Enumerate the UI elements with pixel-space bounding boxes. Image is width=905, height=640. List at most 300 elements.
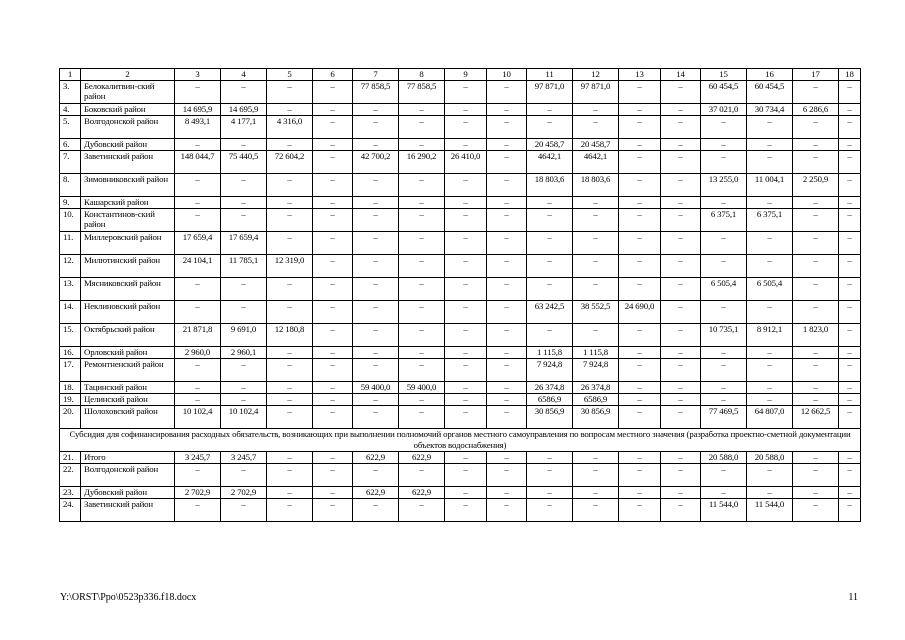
value-cell: – <box>313 301 353 324</box>
value-cell: – <box>747 116 793 139</box>
table-row <box>60 301 861 324</box>
table-row <box>60 255 861 278</box>
value-cell: – <box>487 209 527 232</box>
value-cell: – <box>221 301 267 324</box>
row-number: 22. <box>60 464 81 487</box>
value-cell: – <box>701 359 747 382</box>
value-cell: – <box>313 81 353 104</box>
district-name: Заветинский район <box>81 499 175 522</box>
value-cell: 622,9 <box>399 452 445 464</box>
value-cell: – <box>353 174 399 197</box>
value-cell: – <box>661 255 701 278</box>
value-cell: 37 021,0 <box>701 104 747 116</box>
value-cell: – <box>175 209 221 232</box>
value-cell: – <box>175 382 221 394</box>
value-cell: – <box>793 301 839 324</box>
value-cell: – <box>313 487 353 499</box>
district-name: Волгодонской район <box>81 464 175 487</box>
row-number: 16. <box>60 347 81 359</box>
row-number: 23. <box>60 487 81 499</box>
value-cell: – <box>701 394 747 406</box>
district-name: Боковский район <box>81 104 175 116</box>
value-cell: – <box>793 359 839 382</box>
value-cell: – <box>221 464 267 487</box>
value-cell: – <box>619 499 661 522</box>
value-cell: – <box>619 382 661 394</box>
value-cell: 4 177,1 <box>221 116 267 139</box>
column-number: 11 <box>527 69 573 81</box>
value-cell: – <box>619 324 661 347</box>
value-cell: 18 803,6 <box>573 174 619 197</box>
value-cell: – <box>313 499 353 522</box>
value-cell: – <box>445 406 487 429</box>
value-cell: – <box>573 487 619 499</box>
column-number: 12 <box>573 69 619 81</box>
value-cell: – <box>839 347 861 359</box>
value-cell: 26 374,8 <box>527 382 573 394</box>
value-cell: 11 004,1 <box>747 174 793 197</box>
district-name: Целинский район <box>81 394 175 406</box>
district-name: Зимовниковский район <box>81 174 175 197</box>
value-cell: – <box>527 116 573 139</box>
value-cell: – <box>445 347 487 359</box>
value-cell: 11 544,0 <box>701 499 747 522</box>
value-cell: 14 695,9 <box>221 104 267 116</box>
value-cell: – <box>839 487 861 499</box>
value-cell: – <box>487 452 527 464</box>
value-cell: – <box>793 209 839 232</box>
district-name: Константинов-ский район <box>81 209 175 232</box>
value-cell: – <box>399 209 445 232</box>
value-cell: – <box>399 197 445 209</box>
value-cell: – <box>793 255 839 278</box>
value-cell: 3 245,7 <box>221 452 267 464</box>
value-cell: – <box>399 359 445 382</box>
value-cell: – <box>661 487 701 499</box>
value-cell: 622,9 <box>353 487 399 499</box>
value-cell: – <box>839 394 861 406</box>
table-row <box>60 104 861 116</box>
table-row <box>60 278 861 301</box>
row-number: 17. <box>60 359 81 382</box>
value-cell: 30 734,4 <box>747 104 793 116</box>
value-cell: – <box>267 232 313 255</box>
value-cell: – <box>353 499 399 522</box>
value-cell: – <box>313 174 353 197</box>
value-cell: – <box>399 278 445 301</box>
table-row <box>60 81 861 104</box>
value-cell: – <box>619 104 661 116</box>
value-cell: 4 316,0 <box>267 116 313 139</box>
table-row <box>60 347 861 359</box>
value-cell: – <box>445 174 487 197</box>
value-cell: – <box>747 139 793 151</box>
value-cell: – <box>399 394 445 406</box>
value-cell: – <box>619 255 661 278</box>
value-cell: – <box>793 116 839 139</box>
value-cell: – <box>221 139 267 151</box>
value-cell: – <box>661 301 701 324</box>
column-number: 17 <box>793 69 839 81</box>
district-name: Заветинский район <box>81 151 175 174</box>
value-cell: – <box>793 382 839 394</box>
value-cell: 7 924,8 <box>573 359 619 382</box>
value-cell: – <box>701 116 747 139</box>
value-cell: – <box>661 278 701 301</box>
column-number: 13 <box>619 69 661 81</box>
value-cell: – <box>661 81 701 104</box>
value-cell: – <box>619 406 661 429</box>
value-cell: 30 856,9 <box>573 406 619 429</box>
value-cell: – <box>353 278 399 301</box>
value-cell: 63 242,5 <box>527 301 573 324</box>
value-cell: – <box>793 278 839 301</box>
value-cell: – <box>619 278 661 301</box>
value-cell: – <box>661 464 701 487</box>
value-cell: – <box>747 301 793 324</box>
value-cell: – <box>487 301 527 324</box>
value-cell: – <box>487 487 527 499</box>
value-cell: – <box>399 406 445 429</box>
value-cell: – <box>399 174 445 197</box>
value-cell: – <box>267 174 313 197</box>
value-cell: – <box>661 209 701 232</box>
value-cell: 17 659,4 <box>221 232 267 255</box>
value-cell: – <box>793 464 839 487</box>
value-cell: – <box>313 209 353 232</box>
row-number: 12. <box>60 255 81 278</box>
value-cell: 38 552,5 <box>573 301 619 324</box>
value-cell: – <box>399 464 445 487</box>
value-cell: – <box>267 278 313 301</box>
value-cell: 20 588,0 <box>747 452 793 464</box>
value-cell: – <box>267 452 313 464</box>
value-cell: – <box>487 464 527 487</box>
value-cell: 42 700,2 <box>353 151 399 174</box>
column-number: 1 <box>60 69 81 81</box>
value-cell: – <box>793 139 839 151</box>
table-row <box>60 406 861 429</box>
value-cell: – <box>313 116 353 139</box>
value-cell: 21 871,8 <box>175 324 221 347</box>
value-cell: 24 104,1 <box>175 255 221 278</box>
value-cell: – <box>747 394 793 406</box>
district-name: Тацинский район <box>81 382 175 394</box>
value-cell: 17 659,4 <box>175 232 221 255</box>
value-cell: – <box>487 81 527 104</box>
row-number: 11. <box>60 232 81 255</box>
table-row <box>60 452 861 464</box>
value-cell: – <box>353 232 399 255</box>
value-cell: – <box>839 81 861 104</box>
value-cell: 622,9 <box>353 452 399 464</box>
value-cell: – <box>267 382 313 394</box>
column-number: 9 <box>445 69 487 81</box>
value-cell: – <box>619 197 661 209</box>
value-cell: – <box>353 394 399 406</box>
value-cell: – <box>445 278 487 301</box>
value-cell: – <box>573 197 619 209</box>
row-number: 19. <box>60 394 81 406</box>
value-cell: – <box>353 139 399 151</box>
value-cell: – <box>353 464 399 487</box>
district-name: Мясниковский район <box>81 278 175 301</box>
row-number: 8. <box>60 174 81 197</box>
value-cell: 9 691,0 <box>221 324 267 347</box>
value-cell: – <box>313 197 353 209</box>
value-cell: – <box>839 151 861 174</box>
value-cell: 622,9 <box>399 487 445 499</box>
district-name: Белокалитвин-ский район <box>81 81 175 104</box>
value-cell: – <box>793 81 839 104</box>
row-number: 9. <box>60 197 81 209</box>
value-cell: – <box>399 255 445 278</box>
value-cell: – <box>445 81 487 104</box>
value-cell: – <box>661 104 701 116</box>
value-cell: – <box>839 499 861 522</box>
value-cell: 10 102,4 <box>175 406 221 429</box>
value-cell: – <box>353 255 399 278</box>
value-cell: – <box>839 406 861 429</box>
value-cell: – <box>487 406 527 429</box>
value-cell: – <box>527 278 573 301</box>
value-cell: – <box>527 197 573 209</box>
value-cell: – <box>221 382 267 394</box>
value-cell: 72 604,2 <box>267 151 313 174</box>
value-cell: 6 375,1 <box>747 209 793 232</box>
value-cell: – <box>527 104 573 116</box>
value-cell: 26 374,8 <box>573 382 619 394</box>
value-cell: – <box>747 359 793 382</box>
value-cell: – <box>661 359 701 382</box>
value-cell: – <box>487 278 527 301</box>
value-cell: – <box>793 347 839 359</box>
value-cell: 97 871,0 <box>573 81 619 104</box>
value-cell: 60 454,5 <box>747 81 793 104</box>
table-row <box>60 464 861 487</box>
table-row <box>60 139 861 151</box>
value-cell: – <box>747 382 793 394</box>
value-cell: – <box>839 278 861 301</box>
value-cell: 16 290,2 <box>399 151 445 174</box>
value-cell: 1 115,8 <box>573 347 619 359</box>
value-cell: – <box>839 452 861 464</box>
value-cell: – <box>487 324 527 347</box>
value-cell: 20 458,7 <box>527 139 573 151</box>
value-cell: – <box>839 104 861 116</box>
value-cell: – <box>839 197 861 209</box>
section-header-row <box>60 429 861 452</box>
value-cell: – <box>747 232 793 255</box>
table-row <box>60 487 861 499</box>
value-cell: – <box>487 382 527 394</box>
value-cell: – <box>445 116 487 139</box>
section-title: Субсидия для софинансирования расходных обязательств, возникающих при выполнении полномочий органов местного самоуправления по вопросам местного значения (разработка проектно-сметной документации объектов водоснабжения) <box>60 429 861 452</box>
value-cell: – <box>399 139 445 151</box>
value-cell: – <box>313 347 353 359</box>
value-cell: 12 319,0 <box>267 255 313 278</box>
value-cell: – <box>399 116 445 139</box>
value-cell: 4642,1 <box>527 151 573 174</box>
value-cell: – <box>839 174 861 197</box>
value-cell: – <box>267 104 313 116</box>
value-cell: – <box>445 209 487 232</box>
value-cell: – <box>399 347 445 359</box>
value-cell: 26 410,0 <box>445 151 487 174</box>
value-cell: 20 458,7 <box>573 139 619 151</box>
value-cell: – <box>793 151 839 174</box>
value-cell: – <box>175 359 221 382</box>
table-row <box>60 151 861 174</box>
value-cell: – <box>661 406 701 429</box>
value-cell: – <box>313 452 353 464</box>
value-cell: – <box>313 394 353 406</box>
value-cell: – <box>399 232 445 255</box>
value-cell: – <box>661 394 701 406</box>
value-cell: – <box>267 487 313 499</box>
value-cell: – <box>353 359 399 382</box>
value-cell: – <box>353 104 399 116</box>
value-cell: – <box>573 499 619 522</box>
value-cell: 59 400,0 <box>353 382 399 394</box>
value-cell: 2 702,9 <box>175 487 221 499</box>
value-cell: 6 505,4 <box>747 278 793 301</box>
value-cell: – <box>175 174 221 197</box>
value-cell: – <box>221 209 267 232</box>
column-number: 6 <box>313 69 353 81</box>
value-cell: – <box>221 359 267 382</box>
value-cell: – <box>313 278 353 301</box>
row-number: 15. <box>60 324 81 347</box>
value-cell: – <box>353 116 399 139</box>
row-number: 20. <box>60 406 81 429</box>
value-cell: – <box>701 487 747 499</box>
value-cell: 6 286,6 <box>793 104 839 116</box>
value-cell: – <box>399 301 445 324</box>
value-cell: – <box>701 301 747 324</box>
value-cell: – <box>661 232 701 255</box>
value-cell: – <box>221 174 267 197</box>
row-number: 13. <box>60 278 81 301</box>
value-cell: – <box>313 139 353 151</box>
value-cell: 4642,1 <box>573 151 619 174</box>
district-name: Кашарский район <box>81 197 175 209</box>
value-cell: – <box>445 139 487 151</box>
value-cell: – <box>445 499 487 522</box>
value-cell: – <box>793 499 839 522</box>
value-cell: 1 115,8 <box>527 347 573 359</box>
value-cell: 11 544,0 <box>747 499 793 522</box>
value-cell: 10 735,1 <box>701 324 747 347</box>
value-cell: – <box>445 232 487 255</box>
value-cell: – <box>487 359 527 382</box>
value-cell: 77 858,5 <box>353 81 399 104</box>
value-cell: – <box>313 359 353 382</box>
row-number: 18. <box>60 382 81 394</box>
column-number: 14 <box>661 69 701 81</box>
value-cell: – <box>701 197 747 209</box>
value-cell: – <box>399 499 445 522</box>
row-number: 7. <box>60 151 81 174</box>
row-number: 4. <box>60 104 81 116</box>
value-cell: – <box>353 197 399 209</box>
value-cell: – <box>353 324 399 347</box>
value-cell: – <box>747 197 793 209</box>
value-cell: – <box>221 81 267 104</box>
value-cell: – <box>619 116 661 139</box>
value-cell: – <box>793 394 839 406</box>
row-number: 10. <box>60 209 81 232</box>
table-row <box>60 324 861 347</box>
value-cell: – <box>527 464 573 487</box>
district-name: Милютинский район <box>81 255 175 278</box>
row-number: 6. <box>60 139 81 151</box>
value-cell: – <box>661 174 701 197</box>
value-cell: – <box>619 151 661 174</box>
column-number: 5 <box>267 69 313 81</box>
value-cell: 6586,9 <box>527 394 573 406</box>
value-cell: – <box>487 104 527 116</box>
value-cell: – <box>313 104 353 116</box>
value-cell: – <box>445 197 487 209</box>
row-number: 14. <box>60 301 81 324</box>
value-cell: – <box>839 209 861 232</box>
value-cell: – <box>701 382 747 394</box>
value-cell: – <box>313 232 353 255</box>
value-cell: – <box>175 139 221 151</box>
value-cell: – <box>527 487 573 499</box>
value-cell: 59 400,0 <box>399 382 445 394</box>
value-cell: – <box>701 232 747 255</box>
value-cell: – <box>487 197 527 209</box>
value-cell: 77 858,5 <box>399 81 445 104</box>
value-cell: – <box>313 464 353 487</box>
column-number: 2 <box>81 69 175 81</box>
value-cell: – <box>313 324 353 347</box>
value-cell: – <box>839 359 861 382</box>
page-number: 11 <box>848 592 858 603</box>
district-name: Итого <box>81 452 175 464</box>
value-cell: – <box>839 232 861 255</box>
district-name: Октябрьский район <box>81 324 175 347</box>
value-cell: – <box>527 452 573 464</box>
value-cell: – <box>445 382 487 394</box>
value-cell: – <box>573 278 619 301</box>
value-cell: – <box>353 301 399 324</box>
value-cell: – <box>701 151 747 174</box>
table-row <box>60 232 861 255</box>
value-cell: – <box>445 301 487 324</box>
value-cell: – <box>619 487 661 499</box>
value-cell: 20 588,0 <box>701 452 747 464</box>
value-cell: 2 960,1 <box>221 347 267 359</box>
value-cell: – <box>619 81 661 104</box>
value-cell: – <box>267 209 313 232</box>
value-cell: – <box>267 347 313 359</box>
value-cell: – <box>573 255 619 278</box>
value-cell: – <box>701 347 747 359</box>
value-cell: 1 823,0 <box>793 324 839 347</box>
value-cell: 6586,9 <box>573 394 619 406</box>
value-cell: – <box>445 394 487 406</box>
value-cell: 10 102,4 <box>221 406 267 429</box>
value-cell: – <box>313 406 353 429</box>
value-cell: – <box>661 324 701 347</box>
value-cell: – <box>487 394 527 406</box>
value-cell: – <box>661 197 701 209</box>
row-number: 24. <box>60 499 81 522</box>
value-cell: – <box>701 139 747 151</box>
